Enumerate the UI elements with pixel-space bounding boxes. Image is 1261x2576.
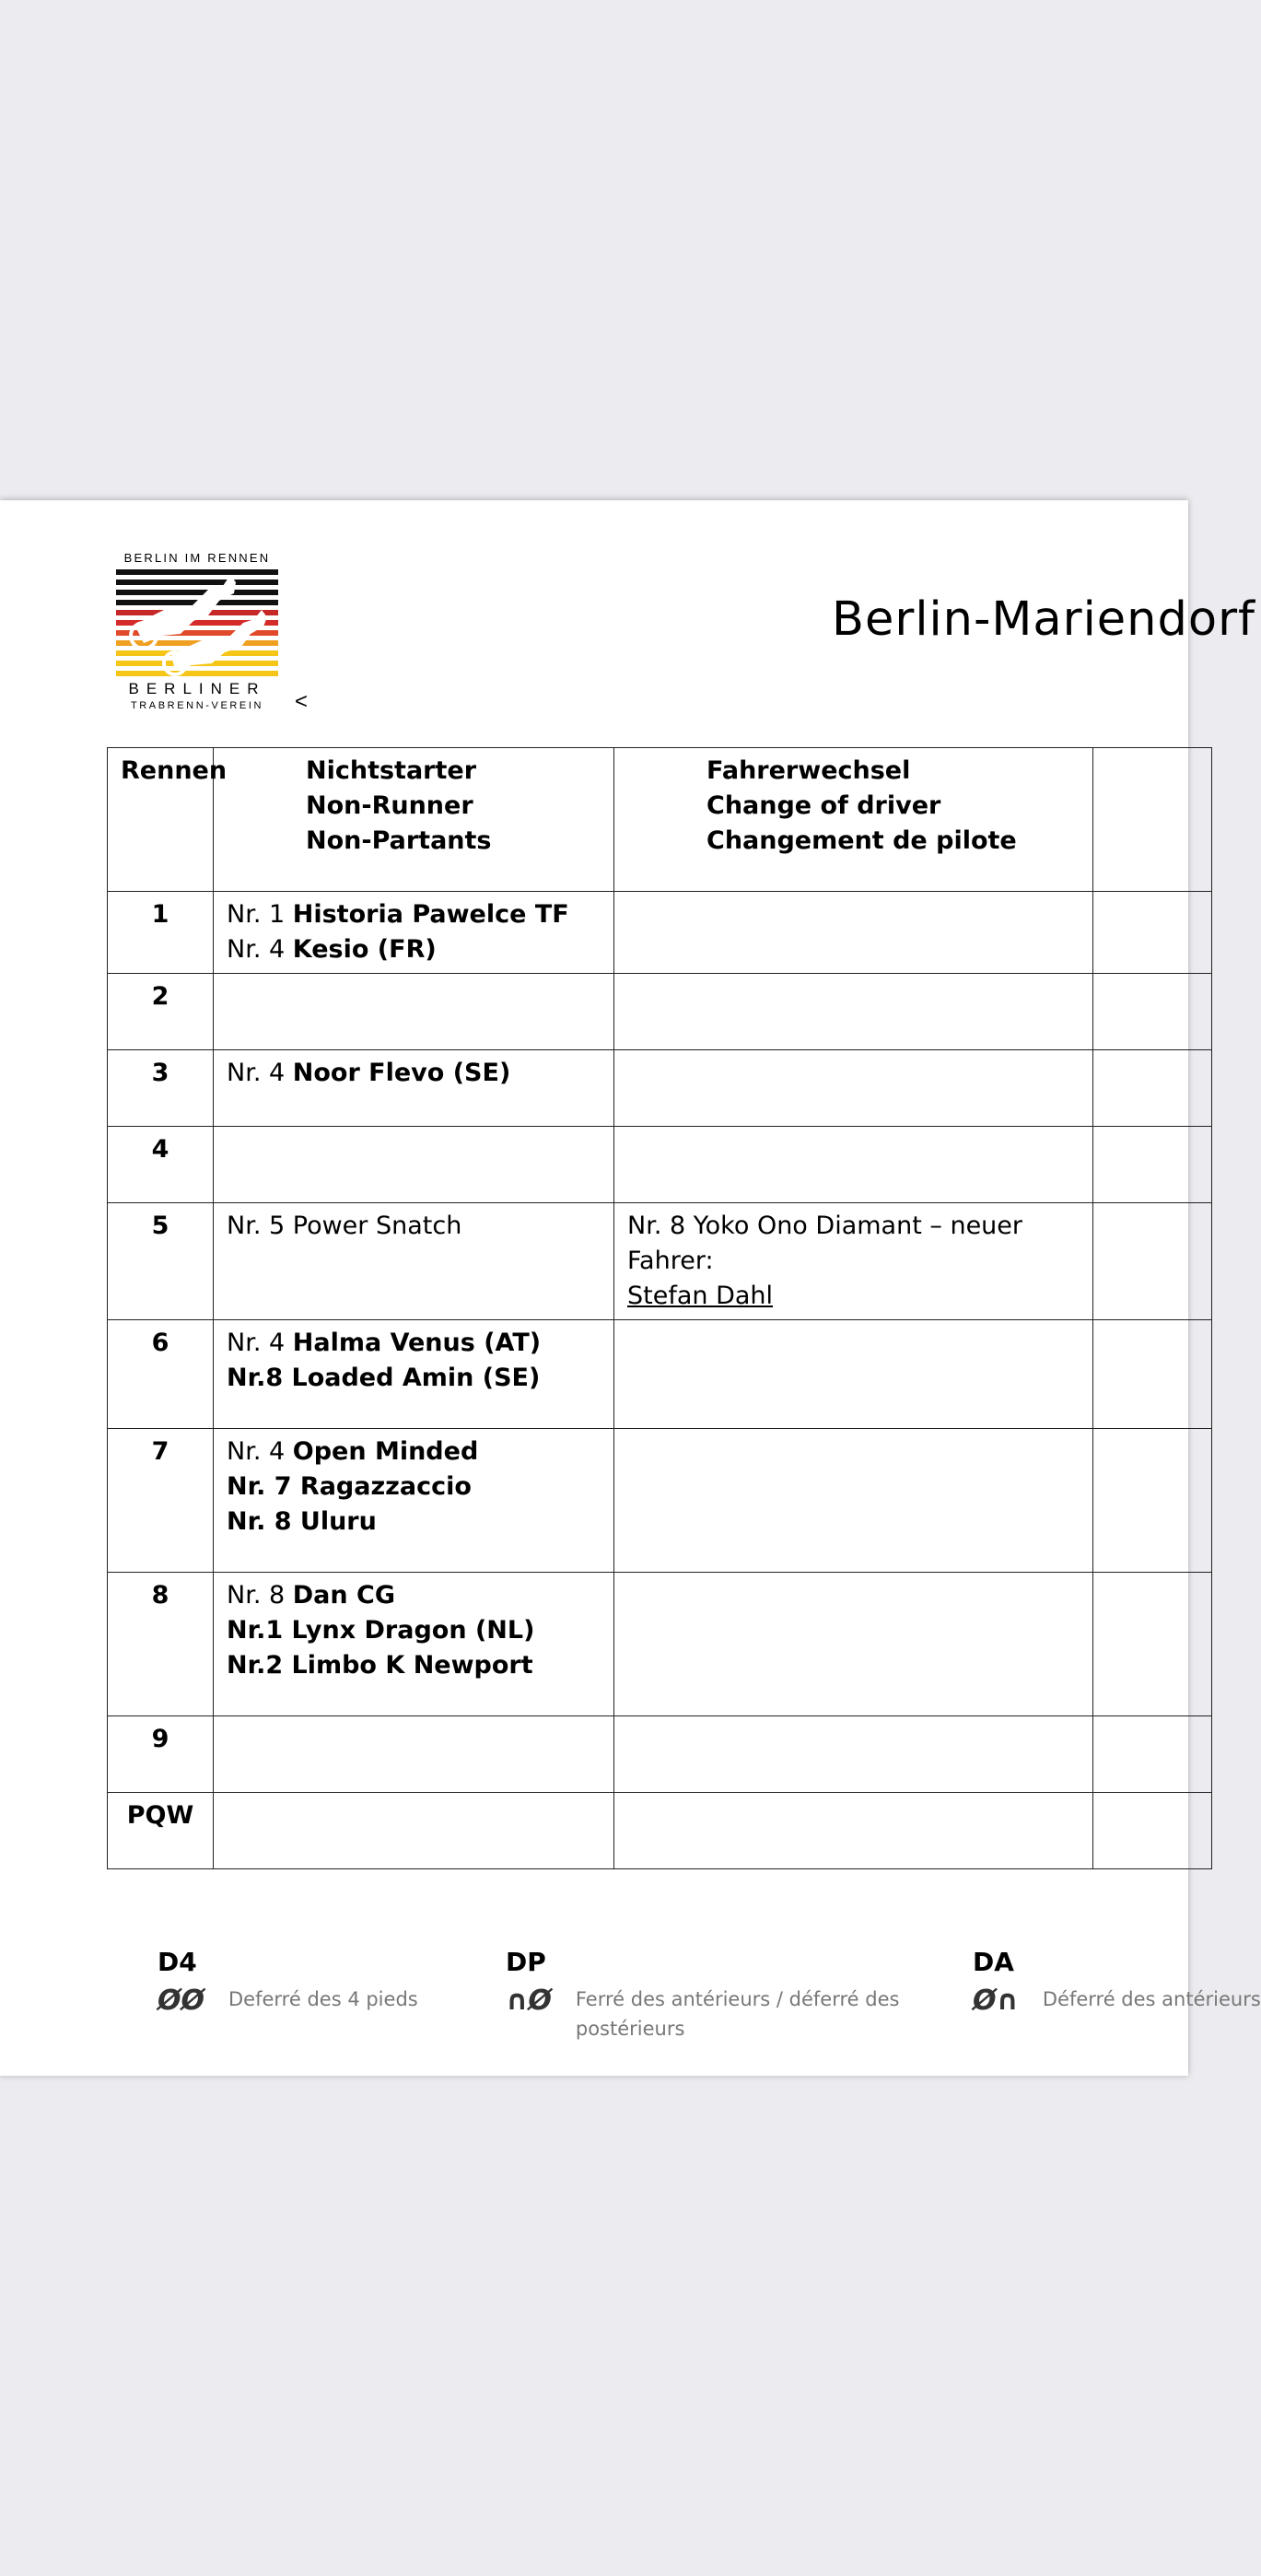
race-number: 2	[108, 974, 214, 1050]
horseshoe-icon: ∩Ø	[506, 1985, 552, 2017]
legend-da	[973, 1947, 1261, 2017]
table-row	[108, 974, 1212, 1050]
nonrunner-entry: Nr. 5 Power Snatch	[227, 1212, 462, 1240]
header-driver-change-de: Fahrerwechsel	[706, 756, 911, 785]
new-driver-name: Stefan Dahl	[627, 1282, 774, 1310]
header-nonrunner-en: Non-Runner	[306, 791, 473, 820]
nonrunner-cell	[214, 892, 614, 974]
nonrunner-cell	[214, 1716, 614, 1793]
driver-change-cell	[614, 1716, 1093, 1793]
race-number: 1	[108, 892, 214, 974]
race-number: 6	[108, 1320, 214, 1429]
horse-stripes-logo-icon	[116, 569, 278, 676]
nonrunner-cell	[214, 1429, 614, 1573]
legend-description: Ferré des antérieurs / déferré des postérieurs	[575, 1988, 900, 2040]
nonrunner-cell	[214, 1793, 614, 1869]
table-row	[108, 1429, 1212, 1573]
page-title: Berlin-Mariendorf	[832, 592, 1255, 647]
table-row	[108, 1320, 1212, 1429]
header-driver-change	[614, 748, 1093, 892]
header-extra	[1093, 748, 1212, 892]
berliner-trabrenn-verein-logo	[116, 551, 278, 717]
nonrunner-entry: Nr. 8 Uluru	[227, 1507, 377, 1536]
legend-code: D4	[158, 1947, 197, 1977]
driver-change-cell	[614, 1429, 1093, 1573]
table-header-row	[108, 748, 1212, 892]
table-row	[108, 1793, 1212, 1869]
document-page	[0, 500, 1261, 2076]
driver-change-cell	[614, 892, 1093, 974]
race-number: 7	[108, 1429, 214, 1573]
nonrunner-entry: Nr. 1 Historia Pawelce TF	[227, 900, 569, 929]
header-driver-change-fr: Changement de pilote	[706, 826, 1017, 855]
nonrunner-cell	[214, 974, 614, 1050]
race-number: 3	[108, 1050, 214, 1127]
stray-marker: <	[295, 689, 309, 714]
logo-subtitle-text: TRABRENN-VEREIN	[130, 700, 264, 711]
horseshoe-icon: ØØ	[158, 1985, 205, 2017]
driver-change-cell	[614, 1573, 1093, 1716]
nonrunner-entry: Nr.8 Loaded Amin (SE)	[227, 1364, 541, 1392]
driver-change-cell	[614, 1127, 1093, 1203]
nonrunner-entry: Nr.2 Limbo K Newport	[227, 1651, 533, 1680]
legend-d4	[158, 1947, 440, 2017]
nonrunner-entry: Nr. 4 Open Minded	[227, 1437, 479, 1466]
nonrunner-entry: Nr. 4 Halma Venus (AT)	[227, 1329, 542, 1357]
race-number: PQW	[108, 1793, 214, 1869]
driver-change-cell	[614, 1050, 1093, 1127]
nonrunner-cell	[214, 1127, 614, 1203]
race-number: 4	[108, 1127, 214, 1203]
driver-change-cell	[614, 1203, 1093, 1320]
table-row	[108, 1127, 1212, 1203]
table-row	[108, 1573, 1212, 1716]
nonrunner-cell	[214, 1050, 614, 1127]
horseshoe-icon: Ø∩	[973, 1985, 1019, 2017]
driver-change-cell	[614, 974, 1093, 1050]
legend-description: Déferré des antérieurs	[1042, 1988, 1261, 2010]
legend-code: DA	[973, 1947, 1014, 1977]
legend-dp	[506, 1947, 907, 2043]
race-number: 9	[108, 1716, 214, 1793]
header-nonrunner	[214, 748, 614, 892]
nonrunner-entry: Nr. 7 Ragazzaccio	[227, 1472, 472, 1501]
race-number: 8	[108, 1573, 214, 1716]
nonrunner-cell	[214, 1573, 614, 1716]
table-row	[108, 1716, 1212, 1793]
header-driver-change-en: Change of driver	[706, 791, 941, 820]
nonrunner-entry: Nr. 8 Dan CG	[227, 1581, 395, 1610]
nonrunner-cell	[214, 1203, 614, 1320]
nonrunner-entry: Nr. 4 Noor Flevo (SE)	[227, 1059, 511, 1087]
logo-top-text: BERLIN IM RENNEN	[123, 551, 271, 565]
race-changes-table	[107, 747, 1212, 1869]
legend-code: DP	[506, 1947, 546, 1977]
header-race: Rennen	[108, 748, 214, 892]
legend-description: Deferré des 4 pieds	[228, 1988, 418, 2010]
race-number: 5	[108, 1203, 214, 1320]
driver-change-text: Nr. 8 Yoko Ono Diamant – neuer Fahrer:	[627, 1212, 1023, 1275]
logo-name-text: BERLINER	[128, 680, 266, 697]
header-nonrunner-de: Nichtstarter	[306, 756, 477, 785]
driver-change-cell	[614, 1793, 1093, 1869]
driver-change-cell	[614, 1320, 1093, 1429]
nonrunner-cell	[214, 1320, 614, 1429]
nonrunner-entry: Nr. 4 Kesio (FR)	[227, 935, 437, 964]
nonrunner-entry: Nr.1 Lynx Dragon (NL)	[227, 1616, 535, 1645]
header-nonrunner-fr: Non-Partants	[306, 826, 492, 855]
table-row	[108, 1203, 1212, 1320]
table-row	[108, 892, 1212, 974]
table-row	[108, 1050, 1212, 1127]
